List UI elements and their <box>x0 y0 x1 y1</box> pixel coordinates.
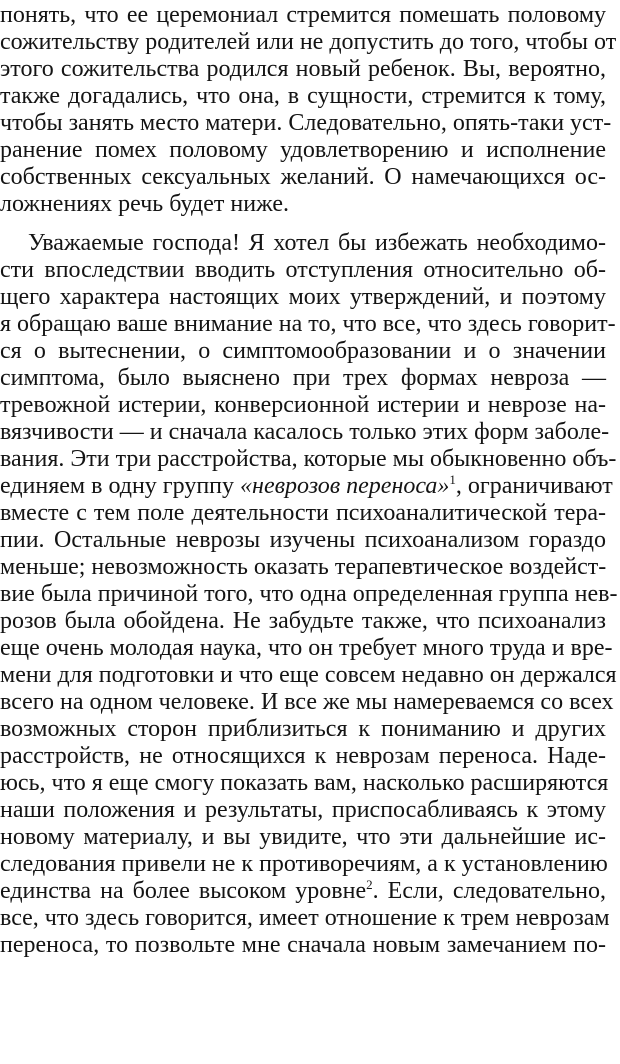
text-line: меньше; невозможность оказать терапевтическое воздейст- <box>0 554 607 580</box>
text-line: пии. Остальные неврозы изучены психоанализом гораздо <box>0 527 606 553</box>
text-line: симптома, было выяснено при трех формах невроза — <box>0 365 606 391</box>
text-line: Уважаемые господа! Я хотел бы избежать необходимо- <box>28 230 606 256</box>
text-line: возможных сторон приблизиться к пониманию и других <box>0 716 606 742</box>
text-line: ложнениях речь будет ниже. <box>0 191 289 217</box>
text-line: всего на одном человеке. И все же мы намереваемся со всех <box>0 689 614 715</box>
footnote-ref: 2 <box>366 877 373 892</box>
text-line: розов была обойдена. Не забудьте также, что психоанализ <box>0 608 606 634</box>
text-segment: . Если, следовательно, <box>372 878 607 904</box>
text-line: вязчивости — и сначала касалось только этих форм заболе- <box>0 419 610 445</box>
text-line: новому материалу, и вы увидите, что эти дальнейшие ис- <box>0 824 606 850</box>
text-line: переноса, то позвольте мне сначала новым замечанием по- <box>0 932 606 958</box>
text-line: я обращаю ваше внимание на то, что все, что здесь говорит- <box>0 311 616 337</box>
text-line: ранение помех половому удовлетворению и исполнение <box>0 137 606 163</box>
italic-term: «неврозов переноса» <box>240 473 450 499</box>
text-line: вие была причиной того, что одна определенная группа нев- <box>0 581 618 607</box>
text-line: расстройств, не относящихся к неврозам переноса. Наде- <box>0 743 606 769</box>
text-line: тревожной истерии, конверсионной истерии и неврозе на- <box>0 392 606 418</box>
text-line: юсь, что я еще смогу показать вам, насколько расширяются <box>0 770 609 796</box>
text-line: щего характера настоящих моих утверждений, и поэтому <box>0 284 606 310</box>
text-line: чтобы занять место матери. Следовательно, опять-таки уст- <box>0 110 612 136</box>
text-line: ся о вытеснении, о симптомообразовании и о значении <box>0 338 606 364</box>
text-line: мени для подготовки и что еще совсем недавно он держался <box>0 662 617 688</box>
text-segment: единяем в одну группу <box>0 473 235 499</box>
text-line: сожительству родителей или не допустить до того, чтобы от <box>0 29 617 55</box>
text-segment: единства на более высоком уровне <box>0 878 367 904</box>
text-line: следования привели не к противоречиям, а к установлению <box>0 851 608 877</box>
text-line: собственных сексуальных желаний. О намечающихся ос- <box>0 164 606 190</box>
text-segment: , ограничивают <box>455 473 613 499</box>
text-line: все, что здесь говорится, имеет отношение к трем неврозам <box>0 905 610 931</box>
text-line <box>0 472 613 500</box>
text-line: вместе с тем поле деятельности психоаналитической тера- <box>0 500 606 526</box>
text-line: понять, что ее церемониал стремится помешать половому <box>0 2 606 28</box>
text-line: сти впоследствии вводить отступления относительно об- <box>0 257 606 283</box>
text-line: наши положения и результаты, приспосабливаясь к этому <box>0 797 606 823</box>
text-line <box>0 878 606 905</box>
text-line: этого сожительства родился новый ребенок. Вы, вероятно, <box>0 56 606 82</box>
text-line: вания. Эти три расстройства, которые мы обыкновенно объ- <box>0 446 617 472</box>
text-line: также догадались, что она, в сущности, стремится к тому, <box>0 83 606 109</box>
text-line: еще очень молодая наука, что он требует много труда и вре- <box>0 635 613 661</box>
footnote-ref: 1 <box>449 472 456 487</box>
